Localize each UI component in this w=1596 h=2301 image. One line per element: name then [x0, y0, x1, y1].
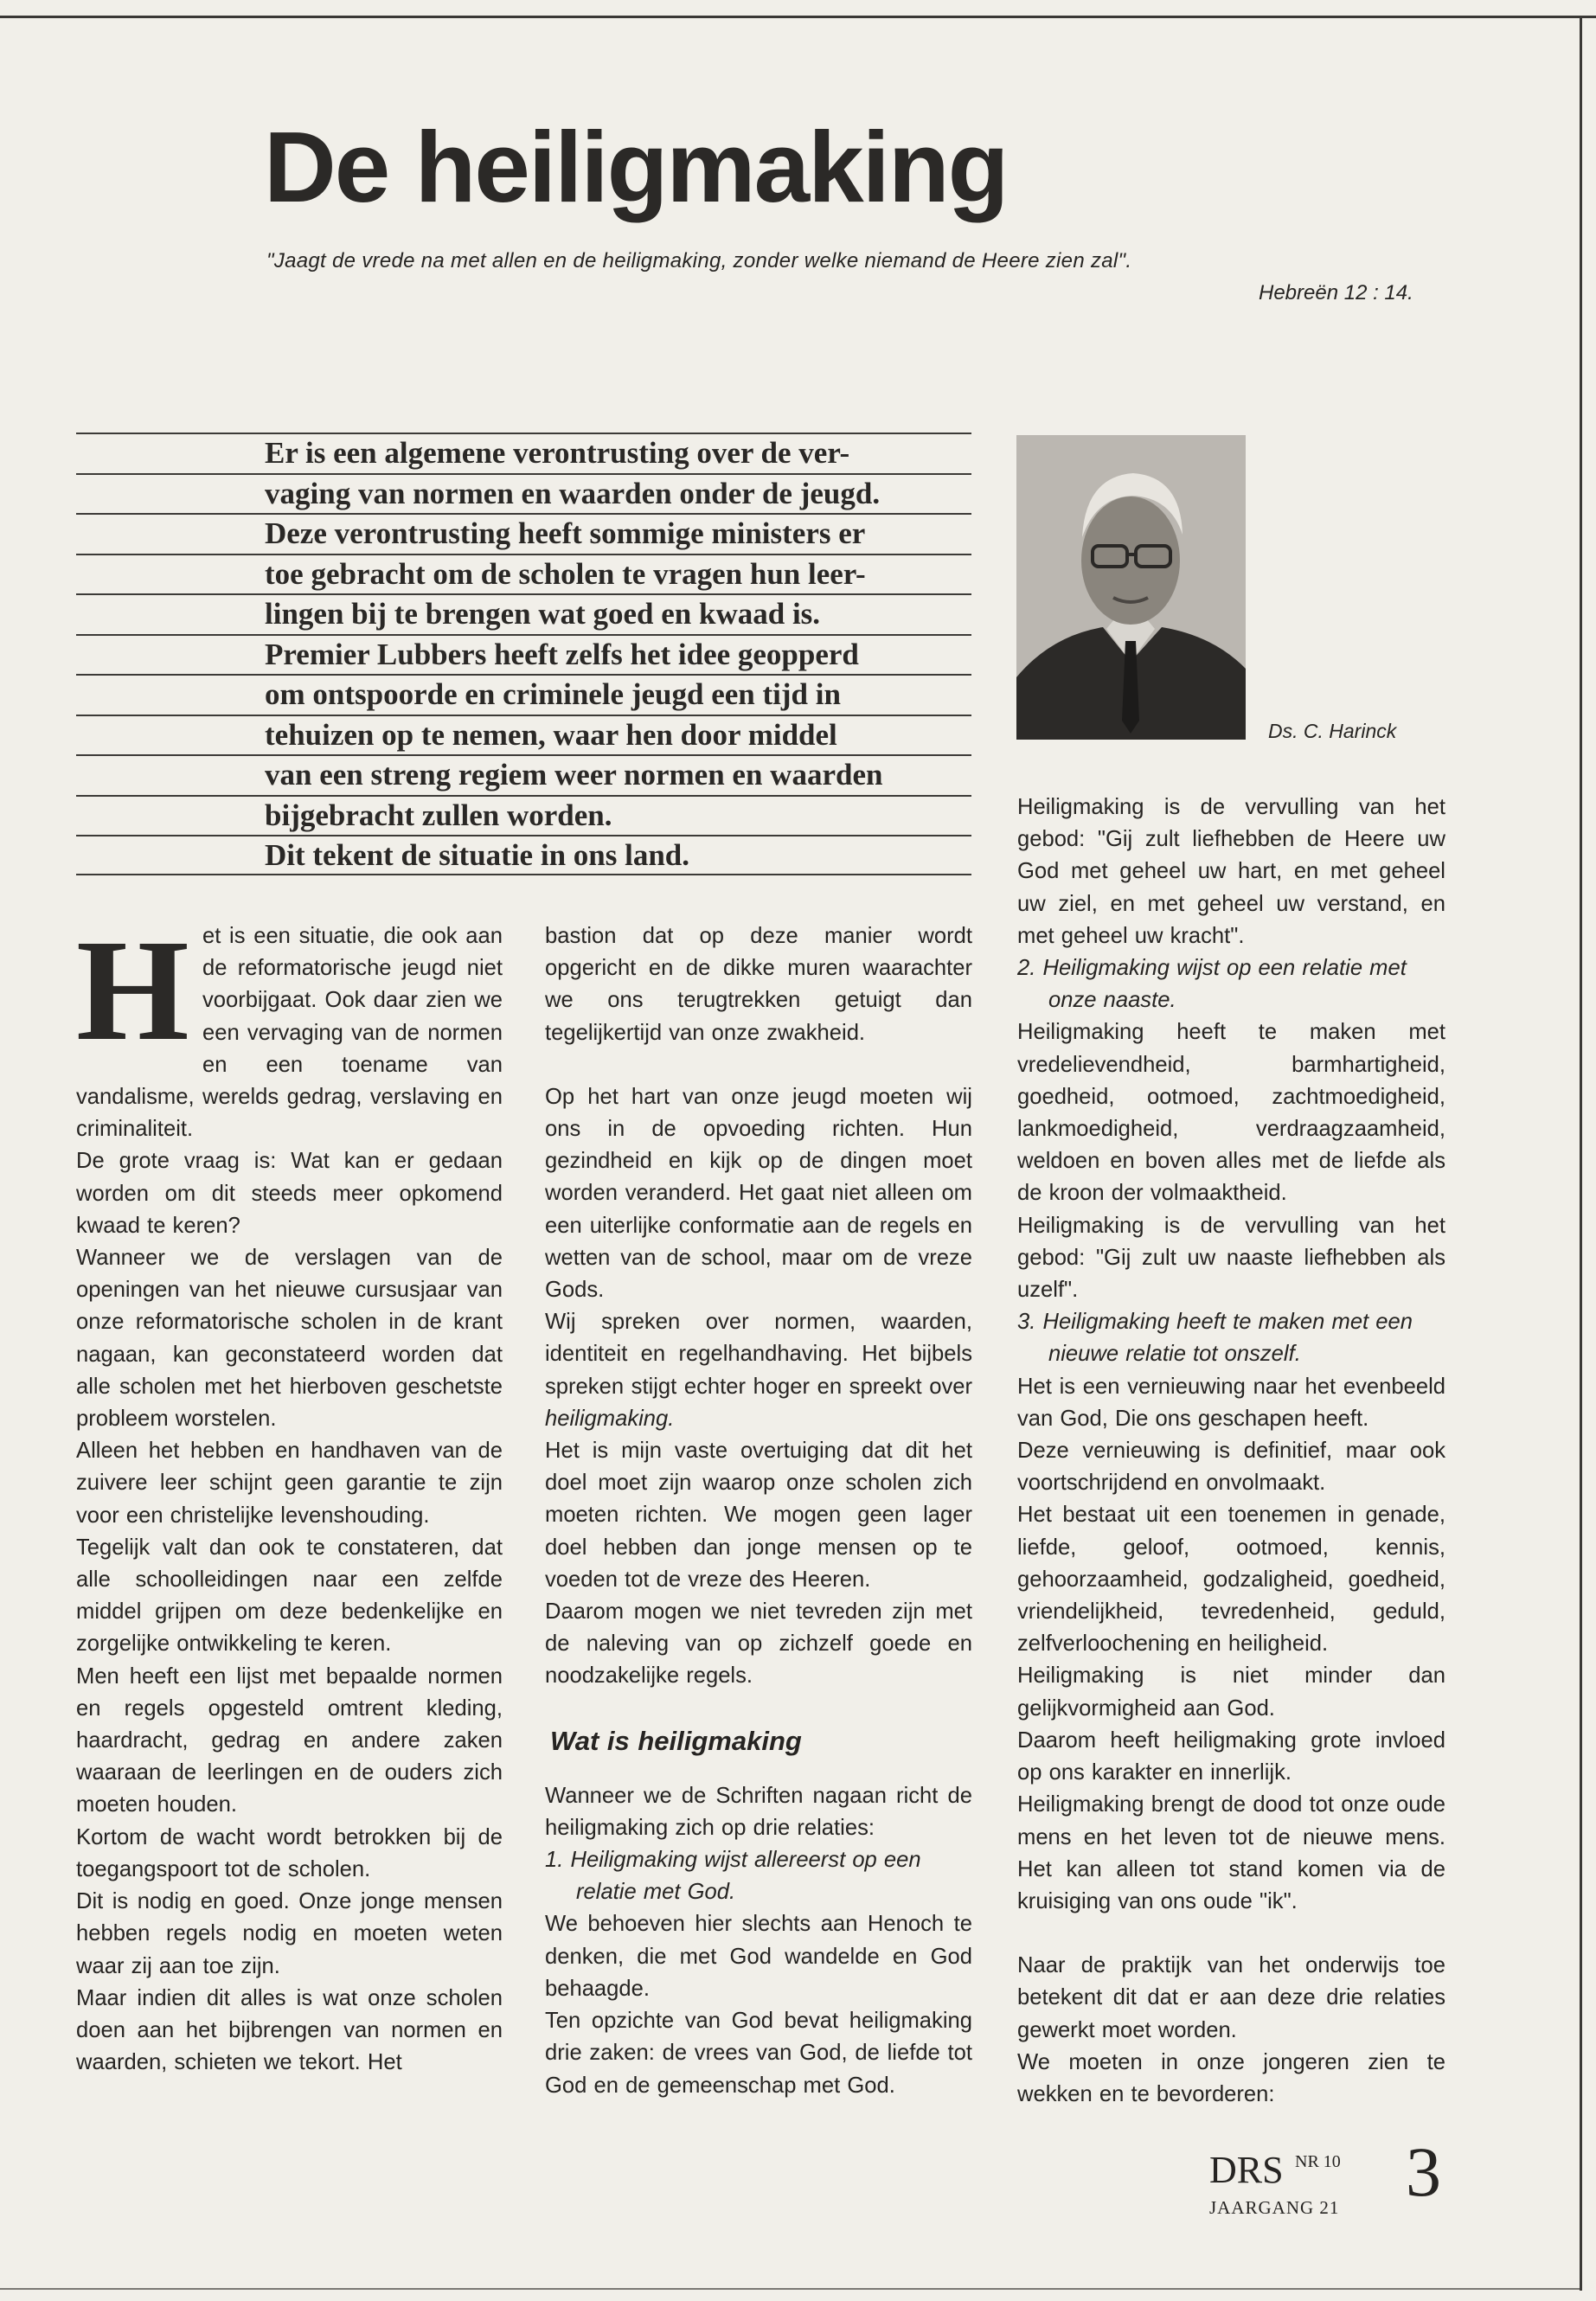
paragraph: Het is een vernieuwing naar het evenbeeld van God, Die ons geschapen heeft. [1017, 1374, 1445, 1431]
paragraph: Het bestaat uit een toenemen in genade, liefde, geloof, ootmoed, kennis, gehoorzaamheid, godzaligheid, goedheid, vriendelijkheid, tevredenheid, geduld, zelfverloochening en heiligheid. [1017, 1503, 1445, 1657]
intro-line: Premier Lubbers heeft zelfs het idee geopperd [76, 634, 971, 675]
numbered-point: 1. Heiligmaking wijst allereerst op een relatie met God. [545, 1848, 921, 1905]
paragraph: Het is mijn vaste overtuiging dat dit het doel moet zijn waarop onze scholen zich moeten richten. We mogen geen lager doel hebben dan jonge mensen op te voeden tot de vreze des Heeren. [545, 1439, 972, 1592]
paragraph: Tegelijk valt dan ook te constateren, dat alle schoolleidingen naar een zelfde middel grijpen om deze bedenkelijke en zorgelijke ontwikkeling te keren. [76, 1535, 503, 1657]
paragraph: Op het hart van onze jeugd moeten wij ons in de opvoeding richten. Hun gezindheid en kijk op de dingen moet worden veranderd. Het gaat niet alleen om een uiterlijke conformatie aan de regels en wetten van de school, maar om de vreze Gods. [545, 1084, 972, 1303]
top-border-rule [0, 16, 1596, 18]
paragraph: Men heeft een lijst met bepaalde normen en regels opgesteld omtrent kleding, haardracht, gedrag en andere zaken waaraan de leerlingen en de ouders zich moeten houden. [76, 1663, 503, 1817]
right-border-rule [1580, 16, 1582, 2291]
numbered-point: 3. Heiligmaking heeft te maken met een nieuwe relatie tot onszelf. [1017, 1310, 1413, 1367]
page-number: 3 [1406, 2132, 1441, 2211]
paragraph: Dit is nodig en goed. Onze jonge mensen hebben regels nodig en moeten weten waar zij aan toe zijn. [76, 1889, 503, 1978]
intro-line: bijgebracht zullen worden. [76, 795, 971, 836]
drop-cap: H [76, 910, 189, 1071]
paragraph: bastion dat op deze manier wordt opgericht en de dikke muren waarachter we ons terugtrekken getuigt dan tegelijkertijd van onze zwakheid. [545, 924, 972, 1045]
intro-line: vaging van normen en waarden onder de jeugd. [76, 473, 971, 514]
paragraph: Daarom mogen we niet tevreden zijn met de naleving van op zichzelf goede en noodzakelijke regels. [545, 1599, 972, 1689]
author-portrait [1016, 435, 1246, 740]
intro-line: Er is een algemene verontrusting over de ver- [76, 433, 971, 473]
issue-number: NR 10 [1295, 2152, 1341, 2171]
paragraph: Deze vernieuwing is definitief, maar ook voortschrijdend en onvolmaakt. [1017, 1439, 1445, 1496]
paragraph: Wanneer we de Schriften nagaan richt de heiligmaking zich op drie relaties: [545, 1783, 972, 1840]
intro-line: lingen bij te brengen wat goed en kwaad is. [76, 593, 971, 634]
paragraph: Wanneer we de verslagen van de openingen van het nieuwe cursusjaar van onze reformatorische scholen in de krant nagaan, kan geconstateerd worden dat alle scholen met het hierboven geschetste probleem worstelen. [76, 1246, 503, 1432]
column-2 [545, 920, 972, 2102]
magazine-logo: DRS [1209, 2149, 1284, 2191]
paragraph: Heiligmaking is de vervulling van het gebod: "Gij zult uw naaste liefhebben als uzelf". [1017, 1213, 1445, 1303]
paragraph: Alleen het hebben en handhaven van de zuivere leer schijnt geen garantie te zijn voor een christelijke levenshouding. [76, 1439, 503, 1528]
intro-line: toe gebracht om de scholen te vragen hun leer- [76, 554, 971, 594]
intro-line: van een streng regiem weer normen en waarden [76, 754, 971, 795]
epigraph-quote: "Jaagt de vrede na met allen en de heiligmaking, zonder welke niemand de Heere zien zal". [266, 249, 1132, 272]
paragraph [545, 1306, 972, 1435]
intro-line: om ontspoorde en criminele jeugd een tijd in [76, 674, 971, 715]
intro-box [76, 433, 971, 875]
paragraph: Heiligmaking brengt de dood tot onze oude mens en het leven tot de nieuwe mens. Het kan alleen tot stand komen via de kruisiging van ons oude "ik". [1017, 1792, 1445, 1913]
paragraph: et is een situatie, die ook aan de reformatorische jeugd niet voorbijgaat. Ook daar zien we een vervaging van de normen en een toename van vandalisme, werelds gedrag, verslaving en criminaliteit. [76, 924, 503, 1142]
column-3 [1017, 792, 1445, 2111]
paragraph: We moeten in onze jongeren zien te wekken en te bevorderen: [1017, 2049, 1445, 2106]
emphasis-text: heiligmaking. [545, 1406, 675, 1431]
bible-reference: Hebreën 12 : 14. [1259, 281, 1413, 304]
paragraph: We behoeven hier slechts aan Henoch te denken, die met God wandelde en God behaagde. [545, 1912, 972, 2001]
paragraph: Ten opzichte van God bevat heiligmaking drie zaken: de vrees van God, de liefde tot God en de gemeenschap met God. [545, 2009, 972, 2098]
intro-line: Dit tekent de situatie in ons land. [76, 835, 971, 875]
paragraph: Kortom de wacht wordt betrokken bij de toegangspoort tot de scholen. [76, 1824, 503, 1881]
bottom-border-rule [0, 2288, 1580, 2290]
paragraph: Naar de praktijk van het onderwijs toe betekent dit dat er aan deze drie relaties gewerkt moet worden. [1017, 1953, 1445, 2042]
paragraph: Maar indien dit alles is wat onze scholen doen aan het bijbrengen van normen en waarden, schieten we tekort. Het [76, 1985, 503, 2075]
section-heading: Wat is heiligmaking [550, 1725, 802, 1756]
column-1 [76, 910, 503, 2079]
intro-line: Deze verontrusting heeft sommige ministers er [76, 513, 971, 554]
photo-caption: Ds. C. Harinck [1268, 720, 1397, 742]
paragraph: De grote vraag is: Wat kan er gedaan worden om dit steeds meer opkomend kwaad te keren? [76, 1149, 503, 1238]
paragraph: Heiligmaking is niet minder dan gelijkvormigheid aan God. [1017, 1663, 1445, 1721]
volume-label: JAARGANG 21 [1209, 2197, 1340, 2218]
paragraph-text: Wij spreken over normen, waarden, identiteit en regelhandhaving. Het bijbels spreken stijgt echter hoger en spreekt over [545, 1310, 972, 1399]
numbered-point: 2. Heiligmaking wijst op een relatie met onze naaste. [1017, 956, 1407, 1013]
intro-line: tehuizen op te nemen, waar hen door middel [76, 715, 971, 755]
paragraph: Heiligmaking heeft te maken met vredelievendheid, barmhartigheid, goedheid, ootmoed, zachtmoedigheid, lankmoedigheid, verdraagzaamheid, weldoen en boven alles met de liefde als de kroon der volmaaktheid. [1017, 1020, 1445, 1206]
paragraph: Daarom heeft heiligmaking grote invloed op ons karakter en innerlijk. [1017, 1727, 1445, 1785]
paragraph: Heiligmaking is de vervulling van het gebod: "Gij zult liefhebben de Heere uw God met geheel uw hart, en met geheel uw ziel, en met geheel uw verstand, en met geheel uw kracht". [1017, 795, 1445, 948]
article-title: De heiligmaking [264, 111, 1008, 223]
